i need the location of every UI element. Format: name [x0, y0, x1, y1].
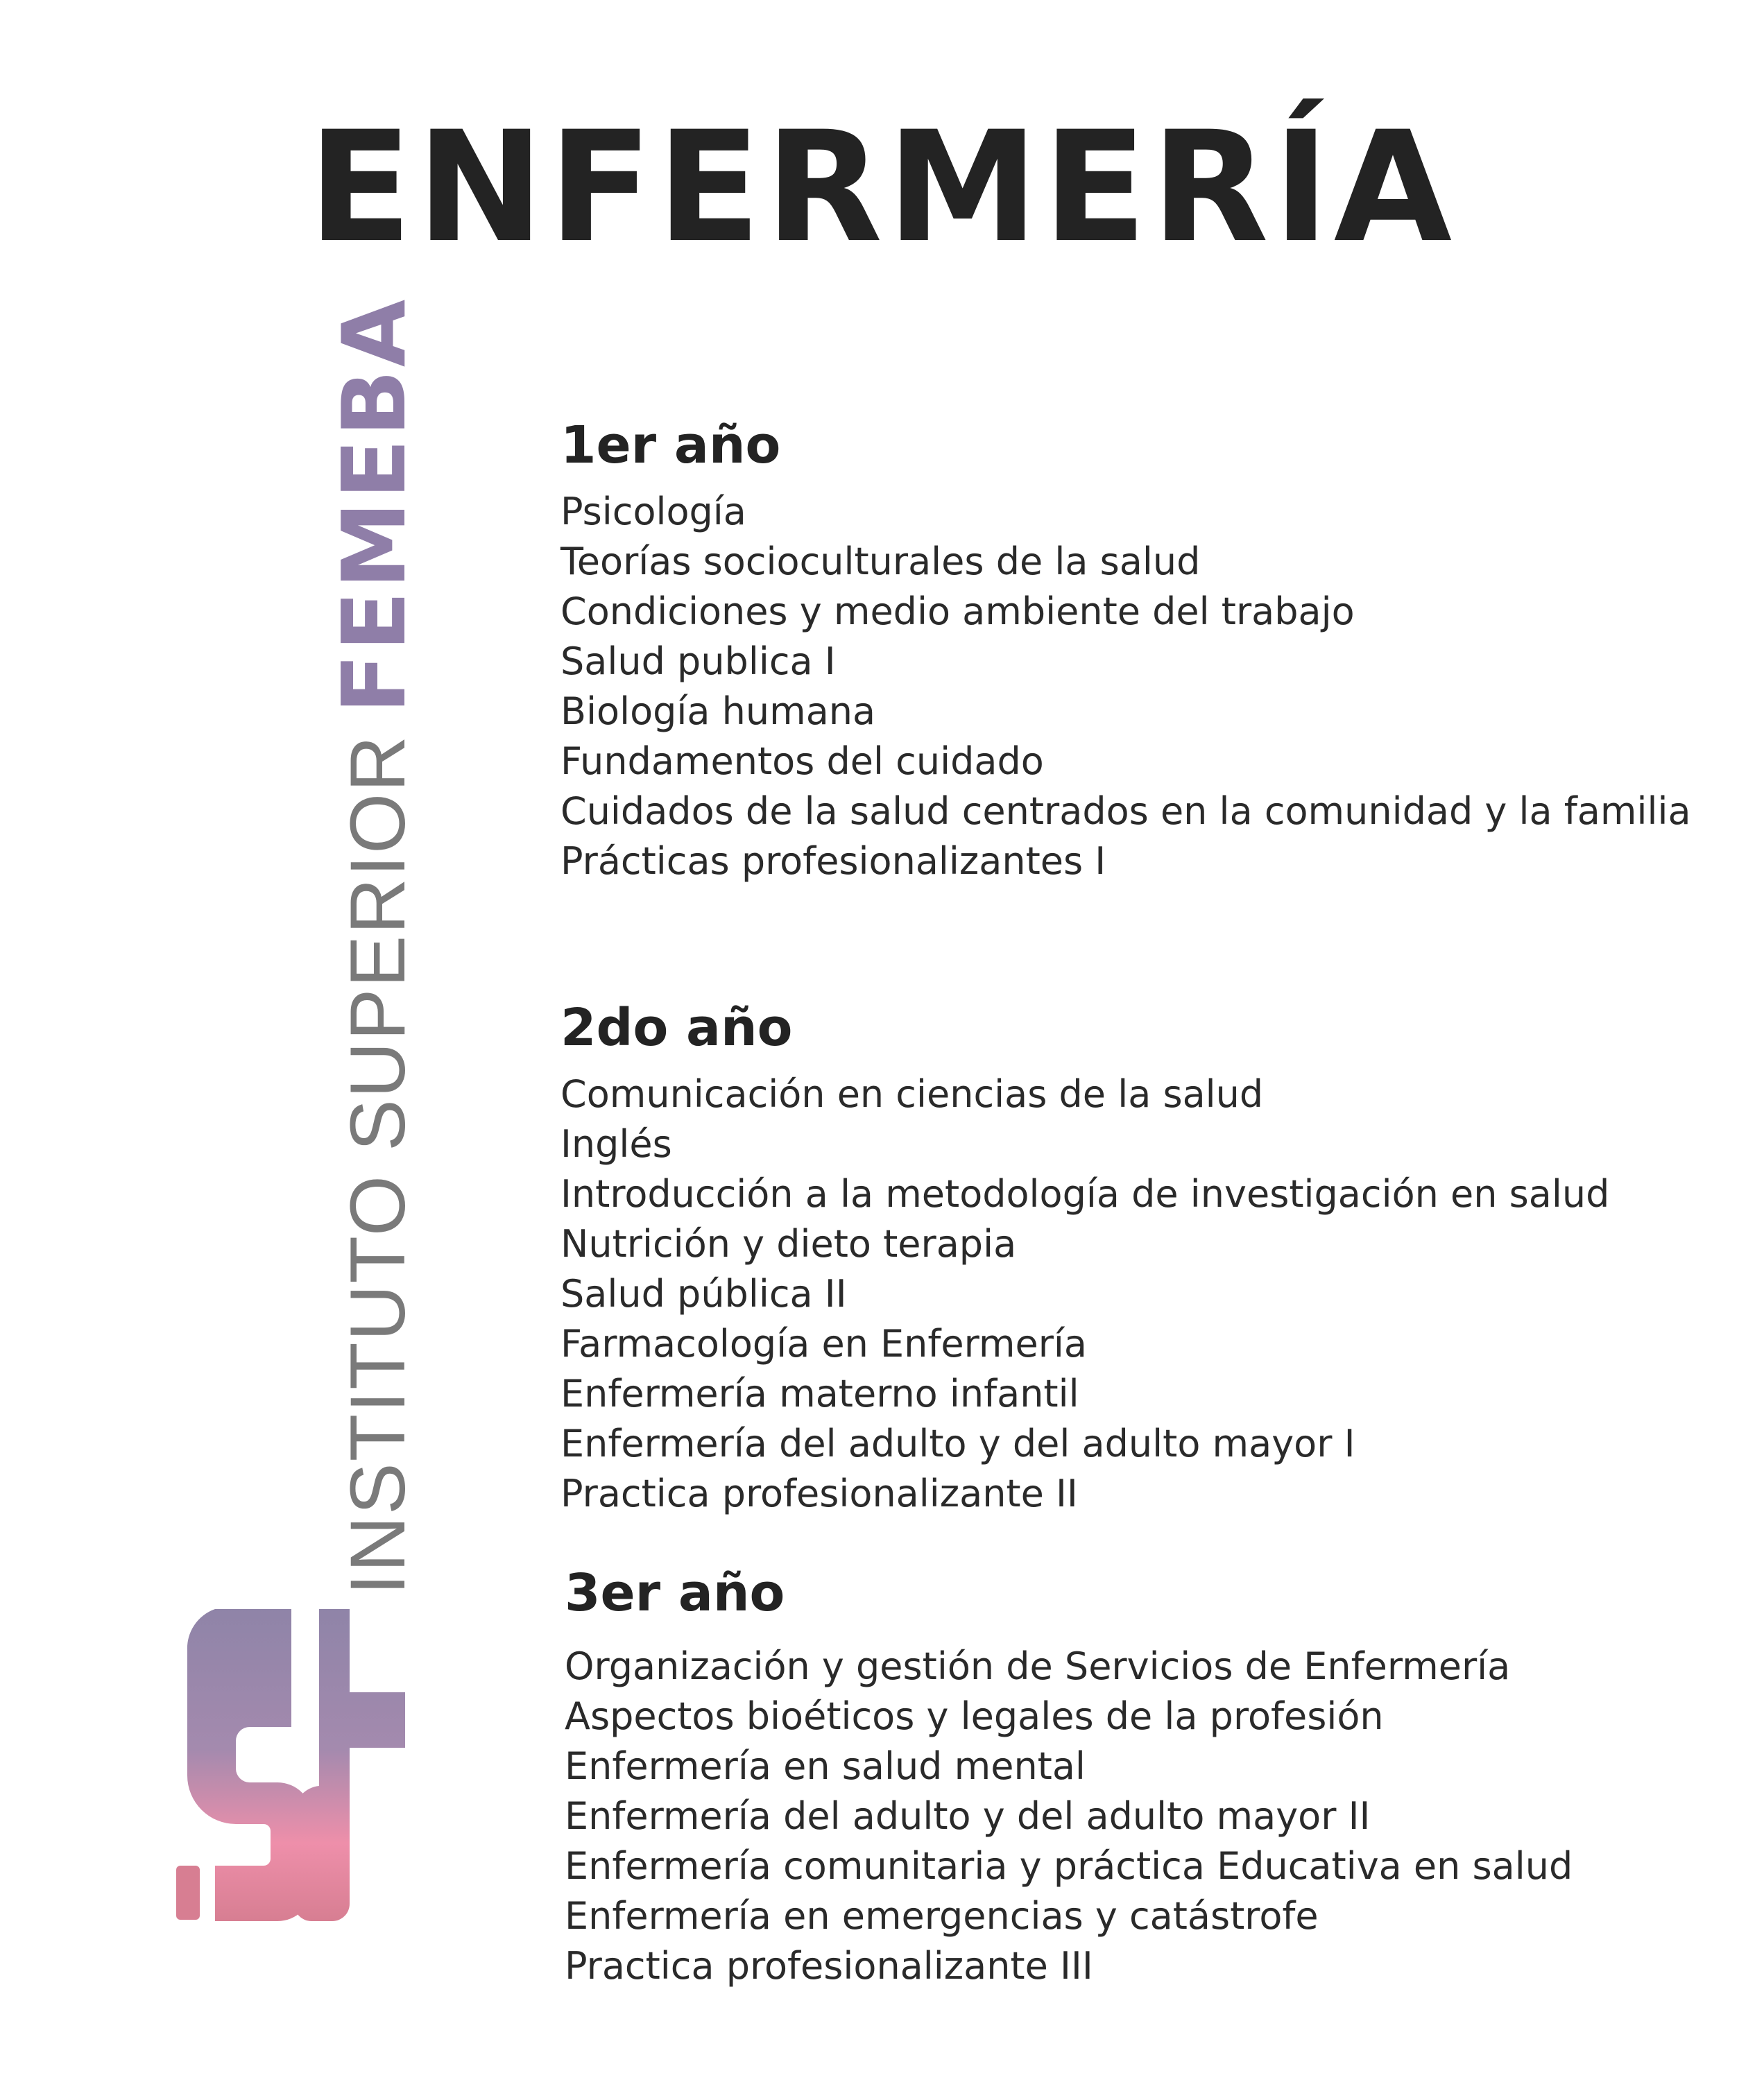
isf-logo-f: [294, 1609, 405, 1921]
subject-item: Salud pública II: [560, 1272, 847, 1316]
subject-item: Comunicación en ciencias de la salud: [560, 1072, 1264, 1116]
subject-item: Nutrición y dieto terapia: [560, 1222, 1017, 1266]
subject-item: Aspectos bioéticos y legales de la profesión: [565, 1694, 1384, 1738]
subject-item: Enfermería del adulto y del adulto mayor I: [560, 1422, 1355, 1465]
year-2-subject-list: [560, 1069, 1740, 1519]
year-2-heading: 2do año: [560, 998, 793, 1058]
year-1-subject-list: [560, 487, 1740, 886]
subject-item: Psicología: [560, 490, 746, 533]
subject-item: Farmacología en Enfermería: [560, 1322, 1088, 1366]
subject-item: Inglés: [560, 1122, 672, 1166]
subject-item: Enfermería del adulto y del adulto mayor II: [565, 1794, 1371, 1838]
subject-item: Enfermería comunitaria y práctica Educativa en salud: [565, 1844, 1573, 1888]
isf-logo-dot: [176, 1866, 200, 1920]
year-3-heading: 3er año: [565, 1563, 785, 1623]
subject-item: Prácticas profesionalizantes I: [560, 839, 1106, 883]
subject-item: Cuidados de la salud centrados en la comunidad y la familia: [560, 789, 1691, 833]
subject-item: Fundamentos del cuidado: [560, 739, 1044, 783]
subject-item: Enfermería en salud mental: [565, 1744, 1086, 1788]
subject-item: Biología humana: [560, 689, 876, 733]
subject-item: Organización y gestión de Servicios de Enfermería: [565, 1644, 1511, 1688]
isf-logo-s: [187, 1609, 312, 1921]
isf-logo-icon: [173, 1595, 409, 1921]
page-title: ENFERMERÍA: [307, 98, 1457, 276]
subject-item: Enfermería materno infantil: [560, 1372, 1079, 1416]
subject-item: Practica profesionalizante II: [560, 1472, 1078, 1515]
year-2-section: [560, 999, 1740, 1519]
subject-item: Practica profesionalizante III: [565, 1944, 1093, 1988]
subject-item: Condiciones y medio ambiente del trabajo: [560, 590, 1355, 633]
subject-item: Enfermería en emergencias y catástrofe: [565, 1894, 1319, 1938]
subject-item: Introducción a la metodología de investigación en salud: [560, 1172, 1610, 1216]
year-3-subject-list: [565, 1642, 1744, 1991]
brand-name: FEMEBA: [323, 296, 425, 714]
subject-item: Teorías socioculturales de la salud: [560, 540, 1201, 583]
year-3-section: [565, 1564, 1744, 1991]
year-1-heading: 1er año: [560, 415, 781, 475]
year-1-section: [560, 416, 1740, 886]
subject-item: Salud publica I: [560, 639, 836, 683]
institute-vertical-label: [323, 296, 425, 1595]
institute-label: INSTITUTO SUPERIOR: [334, 734, 421, 1595]
